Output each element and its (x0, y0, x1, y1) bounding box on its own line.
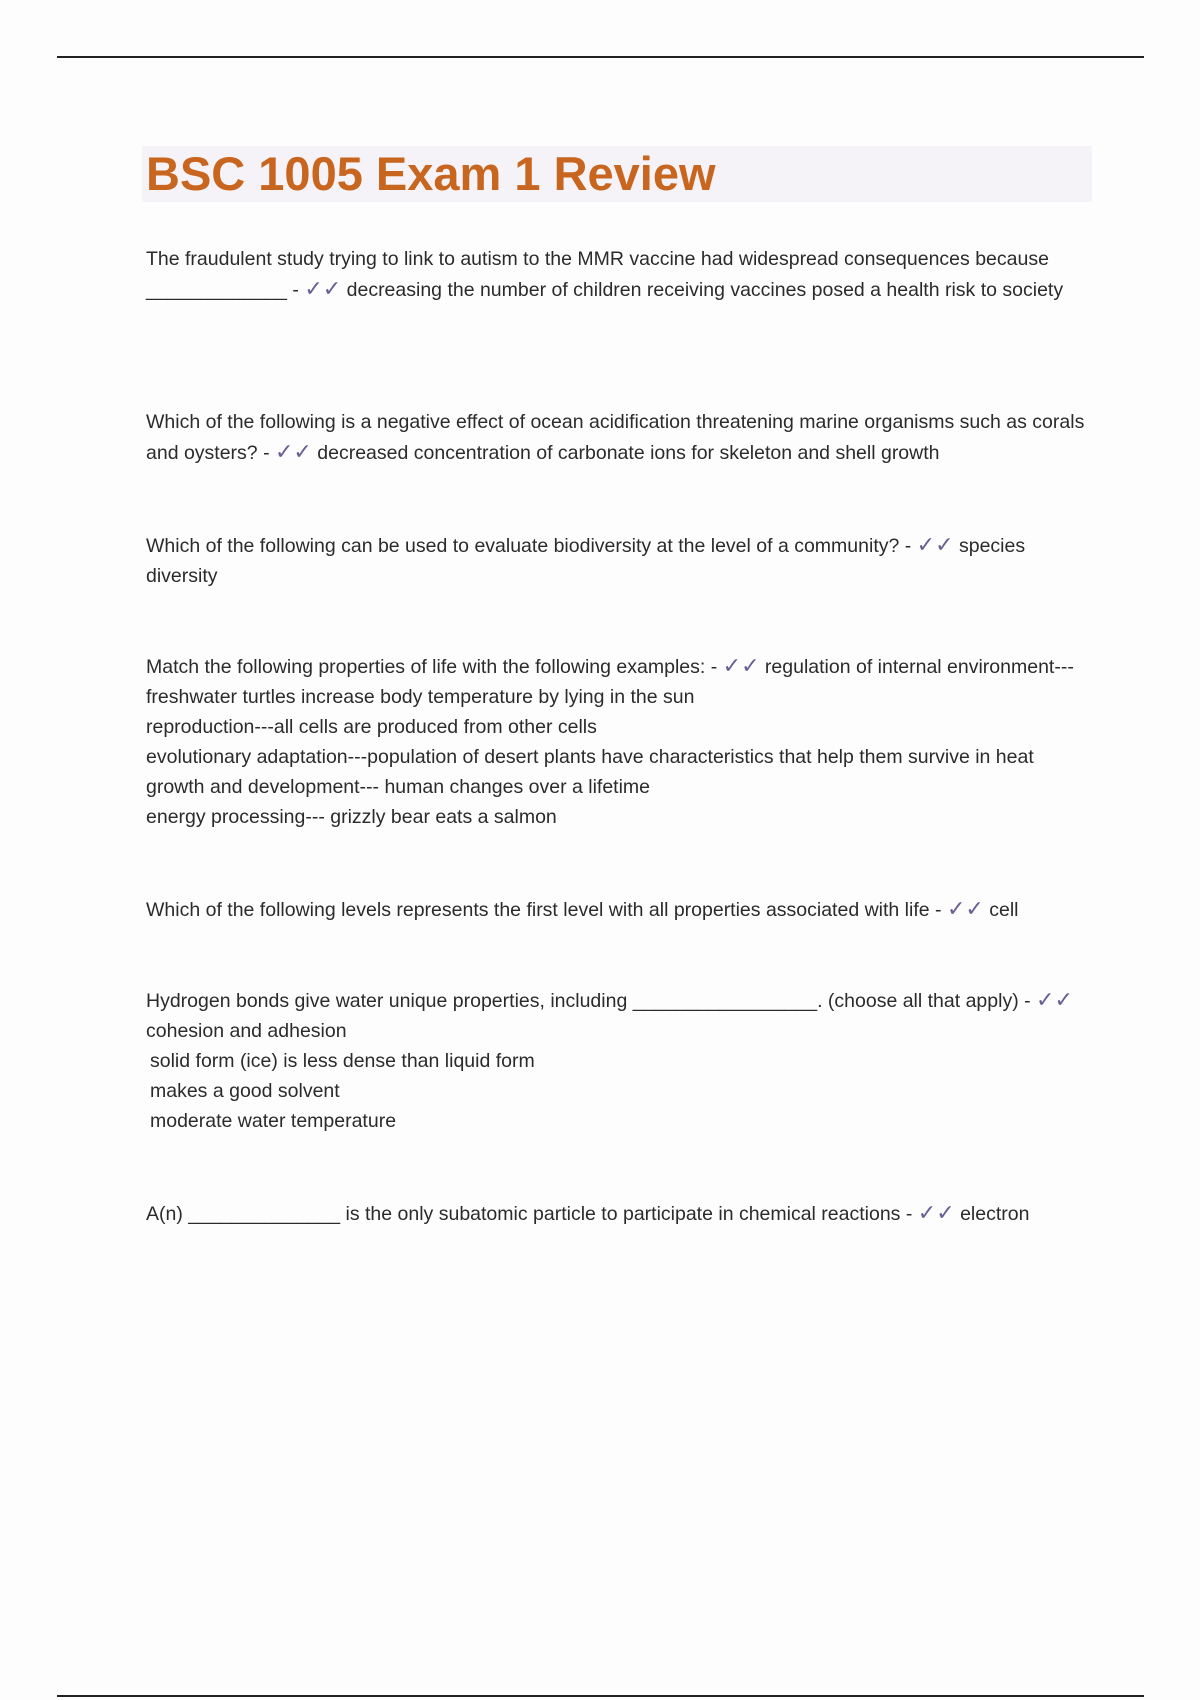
question-text: Which of the following levels represents the first level with all properties associated with life - (146, 899, 942, 921)
check-icon: ✓ (1036, 987, 1055, 1012)
question-list (146, 244, 1096, 1229)
answer-text: decreasing the number of children receiving vaccines posed a health risk to society (346, 279, 1064, 301)
answer-line: makes a good solvent (150, 1080, 340, 1102)
check-icon: ✓ (965, 896, 984, 921)
check-icon: ✓ (916, 532, 936, 557)
qa-item-6 (146, 985, 1096, 1136)
check-icon: ✓ (293, 439, 312, 464)
answer-text: species diversity (146, 535, 1026, 587)
answer-text: cell (989, 899, 1019, 921)
check-icon: ✓ (1054, 987, 1073, 1012)
check-icon: ✓ (936, 1200, 955, 1225)
answer-line: reproduction---all cells are produced from other cells (146, 716, 597, 738)
answer-text: cohesion and adhesion (146, 1020, 347, 1042)
check-icon: ✓ (274, 439, 294, 464)
bottom-rule (57, 1695, 1144, 1697)
qa-item-3 (146, 530, 1096, 591)
answer-text: decreased concentration of carbonate ions for skeleton and shell growth (317, 442, 940, 464)
answer-line: solid form (ice) is less dense than liquid form (150, 1050, 535, 1072)
question-text: Which of the following is a negative effect of ocean acidification threatening marine organisms such as corals and oysters? - (146, 411, 1085, 464)
answer-line: moderate water temperature (150, 1110, 397, 1132)
check-icon: ✓ (722, 653, 742, 678)
question-text: A(n) ______________ is the only subatomic particle to participate in chemical reactions - (146, 1203, 913, 1225)
qa-item-7 (146, 1198, 1096, 1229)
check-icon: ✓ (917, 1200, 937, 1225)
check-icon: ✓ (946, 896, 966, 921)
answer-line: energy processing--- grizzly bear eats a salmon (146, 806, 557, 828)
question-text: The fraudulent study trying to link to autism to the MMR vaccine had widespread consequences because _____________ - (146, 248, 1049, 301)
check-icon: ✓ (322, 276, 342, 301)
answer-text: regulation of internal environment---freshwater turtles increase body temperature by lying in the sun (146, 656, 1074, 708)
answer-line: evolutionary adaptation---population of desert plants have characteristics that help them survive in heat (146, 746, 1034, 768)
check-icon: ✓ (935, 532, 954, 557)
qa-item-1 (146, 244, 1096, 305)
question-text: Which of the following can be used to evaluate biodiversity at the level of a community? - (146, 535, 912, 557)
qa-item-2 (146, 407, 1096, 468)
qa-item-5 (146, 894, 1096, 925)
question-text: Hydrogen bonds give water unique properties, including _________________. (choose all that apply) - (146, 990, 1031, 1012)
check-icon: ✓ (304, 276, 323, 301)
answer-line: growth and development--- human changes over a lifetime (146, 776, 651, 798)
top-rule (57, 56, 1144, 58)
answer-text: electron (960, 1203, 1030, 1225)
check-icon: ✓ (741, 653, 760, 678)
qa-item-4 (146, 651, 1096, 832)
page-title: BSC 1005 Exam 1 Review (146, 147, 716, 200)
question-text: Match the following properties of life with the following examples: - (146, 656, 718, 678)
